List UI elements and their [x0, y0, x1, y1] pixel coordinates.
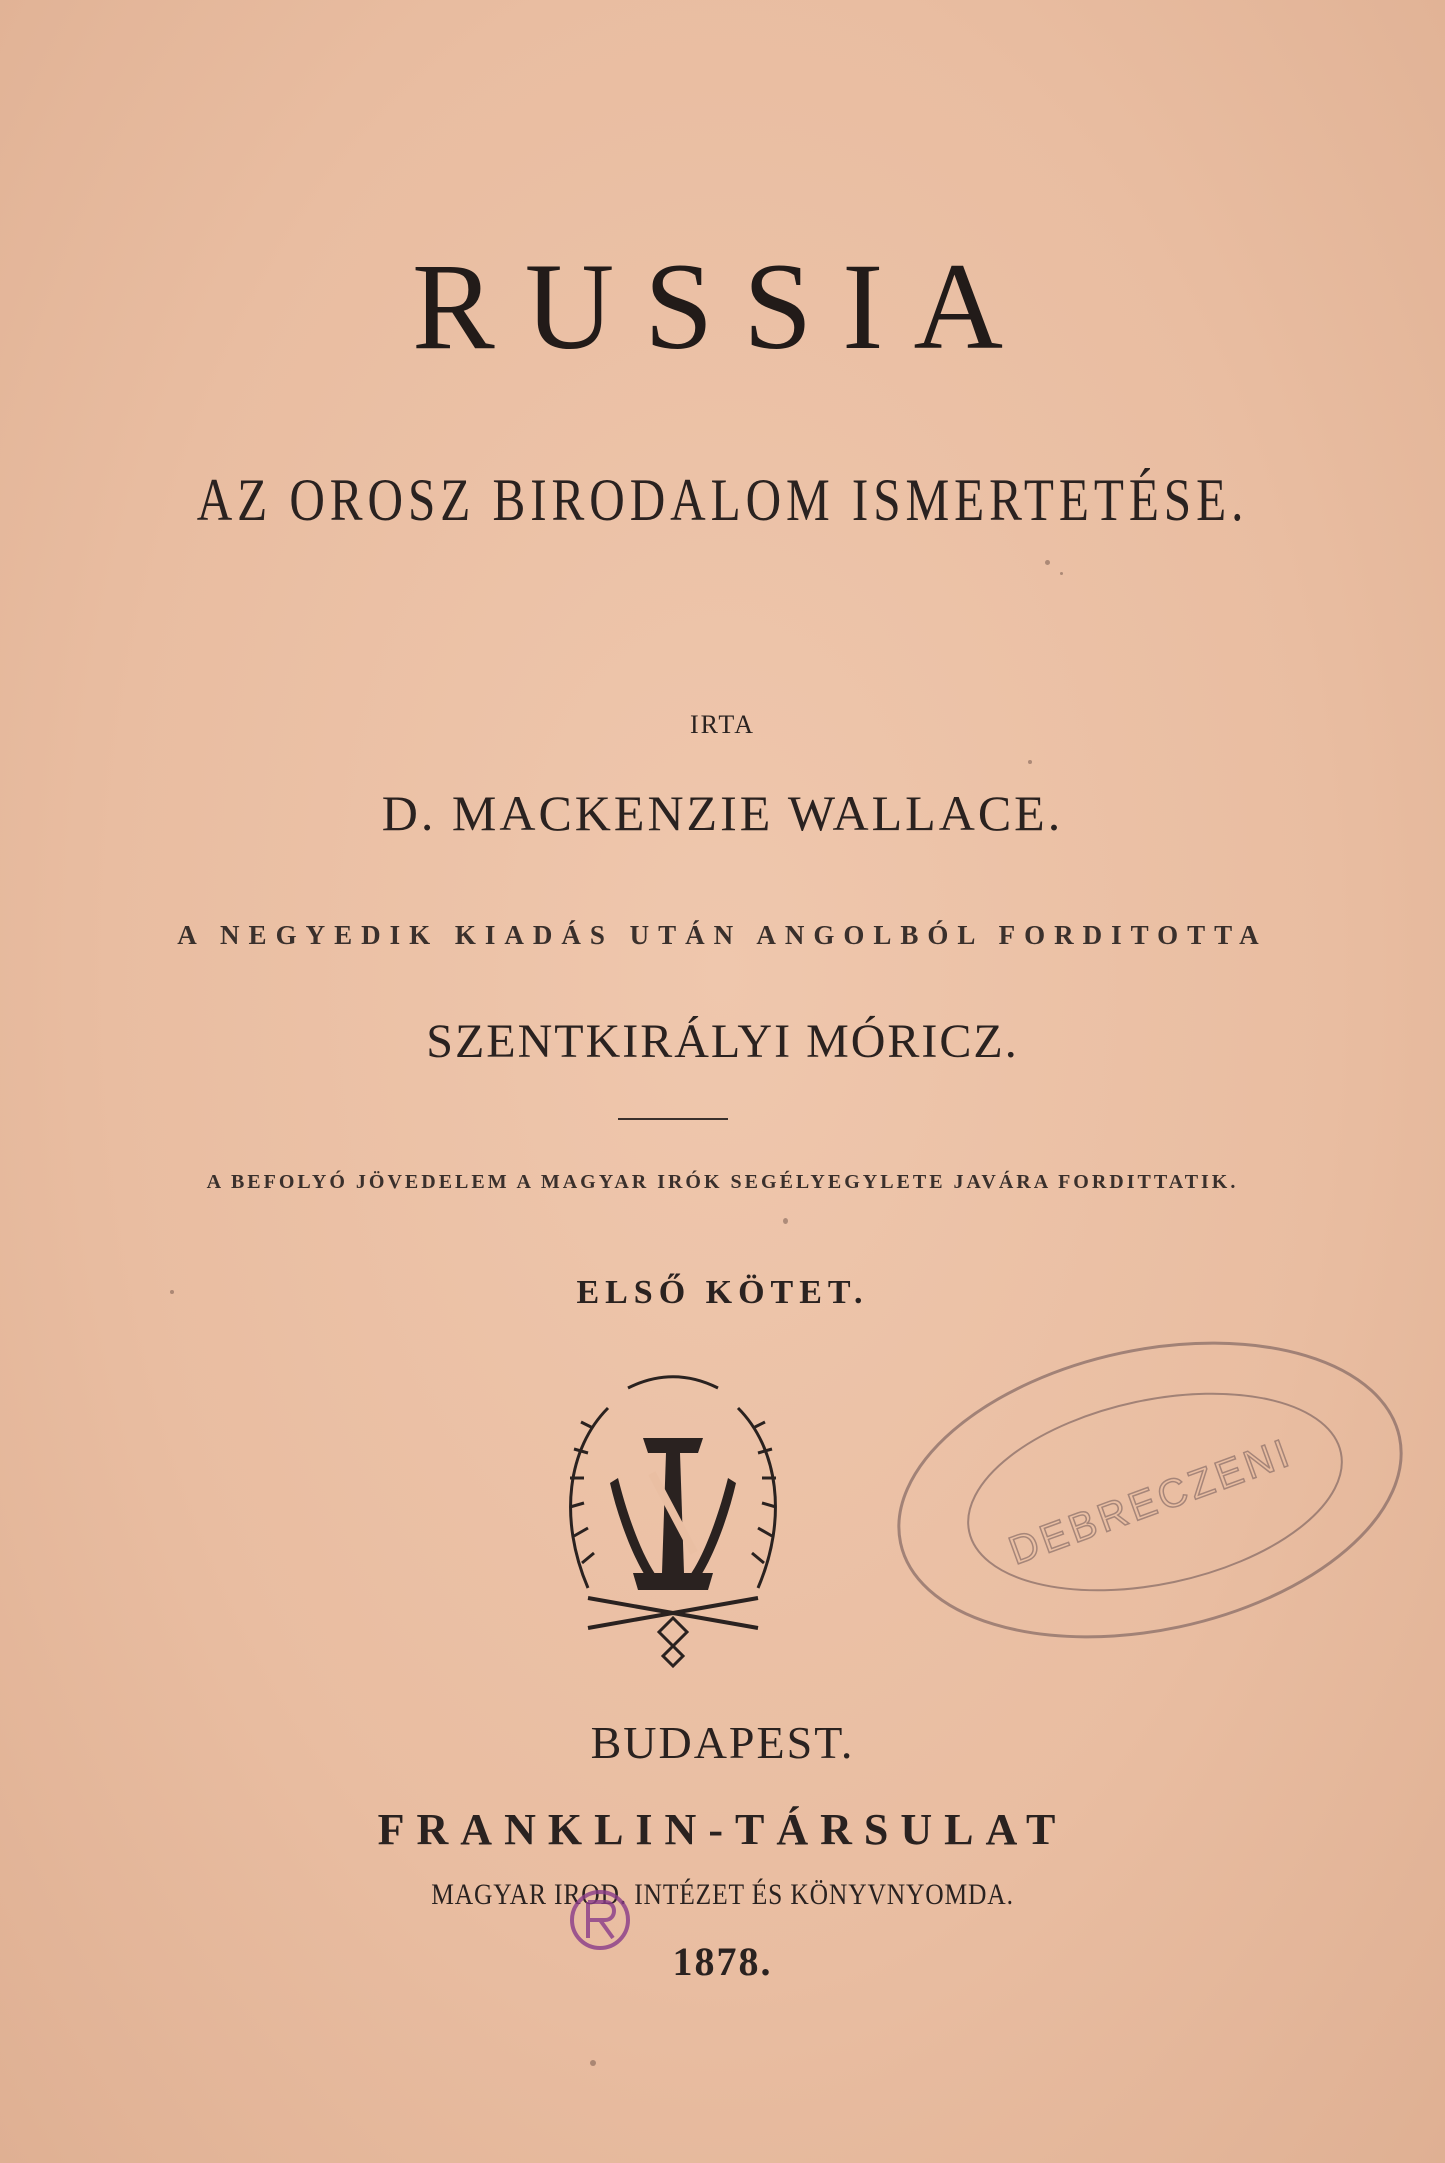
paper-speck — [590, 2060, 596, 2066]
publisher-emblem-icon — [548, 1368, 798, 1668]
author-intro: IRTA — [689, 710, 755, 739]
translator-name: SZENTKIRÁLYI MÓRICZ. — [426, 1015, 1019, 1068]
stamp-text: DEBRECZENI — [1003, 1430, 1299, 1574]
publication-year: 1878. — [672, 1939, 773, 1984]
paper-speck — [170, 1290, 174, 1294]
author-name: D. MACKENZIE WALLACE. — [381, 785, 1064, 841]
library-mark-icon — [555, 1880, 645, 1970]
book-title: RUSSIA — [411, 238, 1034, 375]
paper-speck — [1045, 560, 1050, 565]
translation-note: A NEGYEDIK KIADÁS UTÁN ANGOLBÓL FORDITOTTA — [177, 920, 1268, 950]
volume-label: ELSŐ KÖTET. — [576, 1274, 869, 1311]
publication-city: BUDAPEST. — [590, 1717, 855, 1768]
divider-rule — [618, 1118, 728, 1120]
library-stamp-icon — [880, 1320, 1420, 1660]
book-subtitle: AZ OROSZ BIRODALOM ISMERTETÉSE. — [196, 467, 1249, 533]
paper-speck — [1028, 760, 1032, 764]
publisher-name: FRANKLIN-TÁRSULAT — [377, 1805, 1068, 1854]
printer-name: MAGYAR IROD. INTÉZET ÉS KÖNYVNYOMDA. — [431, 1878, 1014, 1911]
paper-speck — [1060, 572, 1063, 575]
benefit-note: A BEFOLYÓ JÖVEDELEM A MAGYAR IRÓK SEGÉLYEGYLETE JAVÁRA FORDITTATIK. — [206, 1171, 1239, 1193]
paper-speck — [783, 1218, 788, 1224]
